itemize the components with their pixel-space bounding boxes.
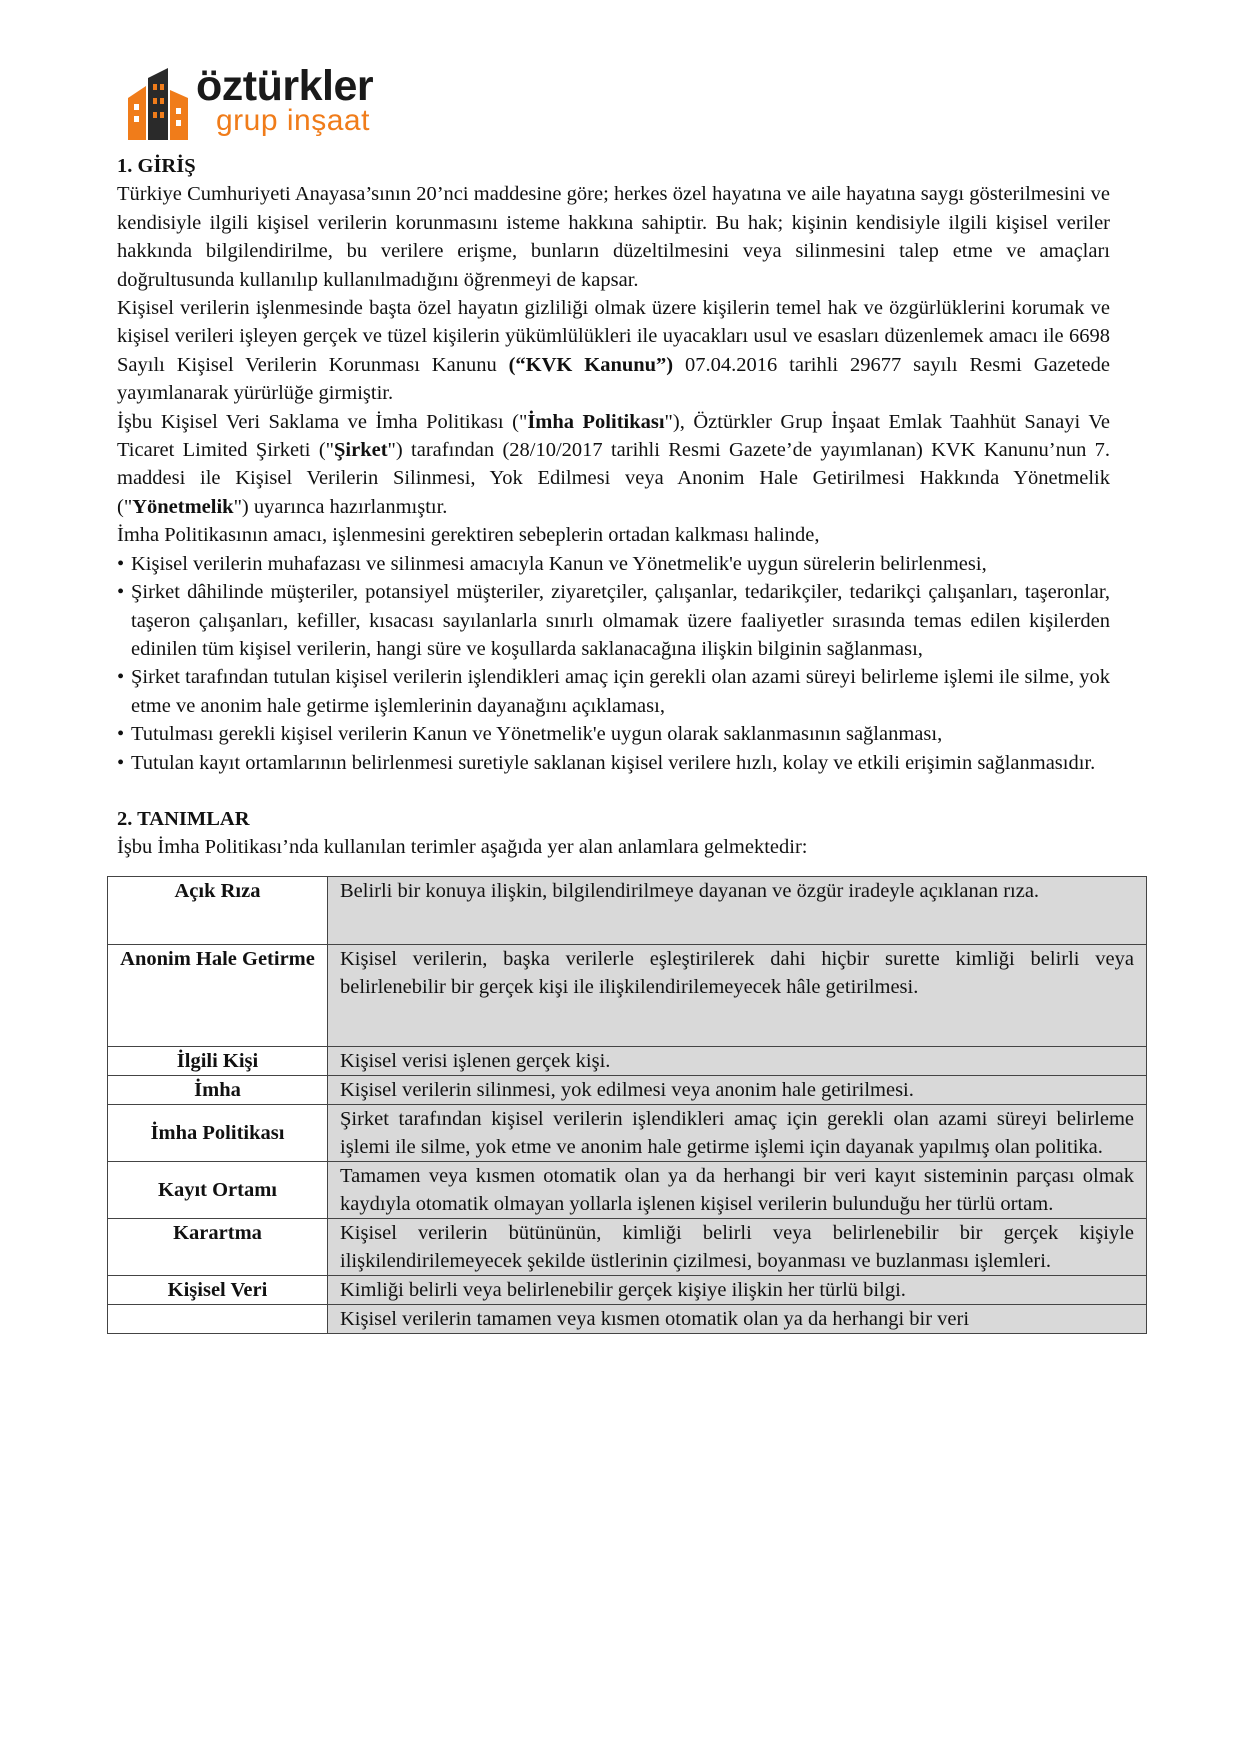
term-cell: Açık Rıza xyxy=(108,876,328,944)
table-row xyxy=(108,944,1147,1046)
term-cell: İmha Politikası xyxy=(108,1104,328,1161)
company-logo xyxy=(126,62,426,142)
table-row xyxy=(108,1075,1147,1104)
bullet-icon: • xyxy=(117,723,125,746)
bullet-icon: • xyxy=(117,666,125,689)
definition-cell: Kişisel verilerin bütününün, kimliği belirli veya belirlenebilir bir gerçek kişiyle ilişkilendirilemeyecek şekilde üstlerinin çizilmesi, boyanması ve buzlanması işlemleri. xyxy=(328,1218,1147,1275)
definition-cell: Belirli bir konuya ilişkin, bilgilendirilmeye dayanan ve özgür iradeyle açıklanan rıza. xyxy=(328,876,1147,944)
term-cell: Kayıt Ortamı xyxy=(108,1161,328,1218)
paragraph-imha-politikasi: İşbu Kişisel Veri Saklama ve İmha Politikası ("İmha Politikası"), Öztürkler Grup İnşaat Emlak Taahhüt Sanayi Ve Ticaret Limited Şirketi ("Şirket") tarafından (28/10/2017 tarihli Resmi Gazete’de yayımlanan) KVK Kanunu’nun 7. maddesi ile Kişisel Verilerin Silinmesi, Yok Edilmesi veya Anonim Hale Getirilmesi Hakkında Yönetmelik ("Yönetmelik") uyarınca hazırlanmıştır. xyxy=(117,410,1110,518)
definition-cell: Kişisel verilerin, başka verilerle eşleştirilerek dahi hiçbir surette kimliği belirli veya belirlenebilir bir gerçek kişi ile ilişkilendirilemeyecek hâle getirilmesi. xyxy=(328,944,1147,1046)
bullet-icon: • xyxy=(117,552,125,575)
term-cell: İlgili Kişi xyxy=(108,1046,328,1075)
table-row xyxy=(108,1161,1147,1218)
definition-cell: Kimliği belirli veya belirlenebilir gerçek kişiye ilişkin her türlü bilgi. xyxy=(328,1275,1147,1304)
building-logo-icon xyxy=(126,68,196,140)
table-row xyxy=(108,1275,1147,1304)
section-heading-tanimlar: 2. TANIMLAR xyxy=(117,807,250,830)
list-item: • Şirket dâhilinde müşteriler, potansiyel müşteriler, ziyaretçiler, çalışanlar, tedarikçiler, tedarikçi çalışanları, taşeronlar, taşeron çalışanları, kefiller, kısacası sayılanlarla sınırlı olmamak üzere faaliyetler sırasında temas edilen kişilerden edinilen tüm kişisel verilerin, hangi süre ve koşullarda saklanacağına ilişkin bilginin sağlanması, xyxy=(117,578,1110,663)
list-item: • Kişisel verilerin muhafazası ve silinmesi amacıyla Kanun ve Yönetmelik'e uygun sürelerin belirlenmesi, xyxy=(117,550,1110,578)
table-row xyxy=(108,1218,1147,1275)
paragraph-anayasa: Türkiye Cumhuriyeti Anayasa’sının 20’nci maddesine göre; herkes özel hayatına ve aile hayatına saygı gösterilmesini ve kendisiyle ilgili kişisel verilerin korunmasını isteme hakkına sahiptir. Bu hak; kişinin kendisiyle ilgili kişisel veriler hakkında bilgilendirilme, bu verilere erişme, bunların düzeltilmesini veya silinmesini talep etme ve amaçları doğrultusunda kullanılıp kullanılmadığını öğrenmeyi de kapsar. xyxy=(117,183,1110,291)
term-cell xyxy=(108,1304,328,1333)
table-row xyxy=(108,1046,1147,1075)
list-item: • Tutulması gerekli kişisel verilerin Kanun ve Yönetmelik'e uygun olarak saklanmasının sağlanması, xyxy=(117,720,1110,748)
term-cell: Kişisel Veri xyxy=(108,1275,328,1304)
definition-cell: Kişisel verilerin silinmesi, yok edilmesi veya anonim hale getirilmesi. xyxy=(328,1075,1147,1104)
logo-tagline: grup inşaat xyxy=(216,104,370,137)
document-body xyxy=(117,152,1134,1334)
definition-cell: Tamamen veya kısmen otomatik olan ya da herhangi bir veri kayıt sisteminin parçası olmak kaydıyla otomatik olmayan yollarla işlenen kişisel verilerin bulunduğu her türlü ortam. xyxy=(328,1161,1147,1218)
definitions-table xyxy=(107,876,1147,1334)
term-cell: Karartma xyxy=(108,1218,328,1275)
definition-cell: Kişisel verisi işlenen gerçek kişi. xyxy=(328,1046,1147,1075)
definition-cell: Kişisel verilerin tamamen veya kısmen otomatik olan ya da herhangi bir veri xyxy=(328,1304,1147,1333)
definition-cell: Şirket tarafından kişisel verilerin işlendikleri amaç için gerekli olan azami süreyi belirleme işlemi ile silme, yok etme ve anonim hale getirme işlemi için dayanak yapılmış olan politika. xyxy=(328,1104,1147,1161)
term-cell: Anonim Hale Getirme xyxy=(108,944,328,1046)
table-row xyxy=(108,876,1147,944)
list-item: • Tutulan kayıt ortamlarının belirlenmesi suretiyle saklanan kişisel verilere hızlı, kolay ve etkili erişimin sağlanmasıdır. xyxy=(117,749,1110,777)
table-row xyxy=(108,1304,1147,1333)
table-row xyxy=(108,1104,1147,1161)
paragraph-tanimlar-intro: İşbu İmha Politikası’nda kullanılan terimler aşağıda yer alan anlamlara gelmektedir: xyxy=(117,836,808,859)
logo-wordmark: öztürkler xyxy=(196,62,374,110)
list-item: • Şirket tarafından tutulan kişisel verilerin işlendikleri amaç için gerekli olan azami süreyi belirleme işlemi ile silme, yok etme ve anonim hale getirme işlemlerinin dayanağını açıklaması, xyxy=(117,663,1110,720)
bullet-icon: • xyxy=(117,581,125,604)
bullet-icon: • xyxy=(117,751,125,774)
section-heading-giris: 1. GİRİŞ xyxy=(117,155,196,177)
paragraph-amac: İmha Politikasının amacı, işlenmesini gerektiren sebeplerin ortadan kalkması halinde, xyxy=(117,524,820,547)
term-cell: İmha xyxy=(108,1075,328,1104)
paragraph-kvk-kanunu: Kişisel verilerin işlenmesinde başta özel hayatın gizliliği olmak üzere kişilerin temel hak ve özgürlüklerini korumak ve kişisel verileri işleyen gerçek ve tüzel kişilerin yükümlülükleri ile uyacakları usul ve esasları düzenlemek amacı ile 6698 Sayılı Kişisel Verilerin Korunması Kanunu (“KVK Kanunu”) 07.04.2016 tarihli 29677 sayılı Resmi Gazetede yayımlanarak yürürlüğe girmiştir. xyxy=(117,297,1110,405)
